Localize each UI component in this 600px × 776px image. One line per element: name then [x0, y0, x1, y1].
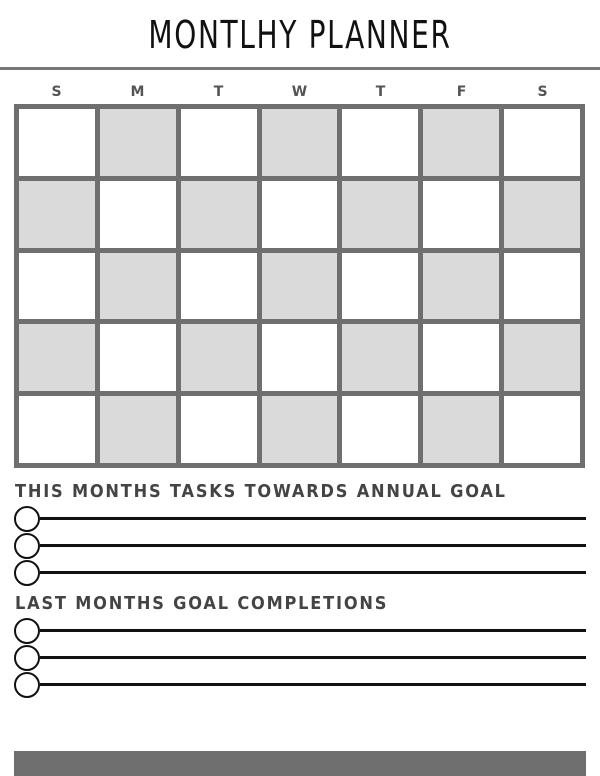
calendar-day-cell[interactable]	[262, 109, 338, 176]
checkbox-circle-icon[interactable]	[14, 533, 40, 559]
calendar-day-cell[interactable]	[262, 181, 338, 248]
calendar-day-cell[interactable]	[100, 396, 176, 463]
calendar-day-cell[interactable]	[19, 253, 95, 320]
calendar-day-cell[interactable]	[504, 396, 580, 463]
calendar-day-cell[interactable]	[342, 181, 418, 248]
calendar-day-cell[interactable]	[100, 109, 176, 176]
calendar-day-cell[interactable]	[504, 253, 580, 320]
weekday-saturday: S	[537, 84, 548, 100]
checkbox-circle-icon[interactable]	[14, 645, 40, 671]
task-line[interactable]	[14, 560, 586, 586]
checkbox-circle-icon[interactable]	[14, 560, 40, 586]
writing-line	[40, 571, 586, 574]
calendar-day-cell[interactable]	[423, 109, 499, 176]
calendar-day-cell[interactable]	[342, 109, 418, 176]
calendar-day-cell[interactable]	[100, 181, 176, 248]
calendar-day-cell[interactable]	[423, 324, 499, 391]
weekday-tuesday: T	[213, 84, 224, 100]
calendar-day-cell[interactable]	[262, 396, 338, 463]
calendar-day-cell[interactable]	[342, 324, 418, 391]
calendar-day-cell[interactable]	[423, 253, 499, 320]
tasks-section-title: THIS MONTHS TASKS TOWARDS ANNUAL GOAL	[15, 481, 507, 502]
weekday-friday: F	[456, 84, 467, 100]
weekday-thursday: T	[375, 84, 386, 100]
calendar-day-cell[interactable]	[504, 324, 580, 391]
planner-title: MONTLHY PLANNER	[148, 13, 452, 57]
task-line[interactable]	[14, 533, 586, 559]
title-divider	[0, 67, 600, 70]
calendar-day-cell[interactable]	[19, 324, 95, 391]
calendar-day-cell[interactable]	[181, 109, 257, 176]
calendar-day-cell[interactable]	[504, 181, 580, 248]
writing-line	[40, 629, 586, 632]
calendar-day-cell[interactable]	[100, 324, 176, 391]
writing-line	[40, 656, 586, 659]
calendar-day-cell[interactable]	[19, 109, 95, 176]
checkbox-circle-icon[interactable]	[14, 506, 40, 532]
completion-line[interactable]	[14, 645, 586, 671]
checkbox-circle-icon[interactable]	[14, 672, 40, 698]
calendar-day-cell[interactable]	[262, 324, 338, 391]
weekday-sunday: S	[51, 84, 62, 100]
completions-section-title: LAST MONTHS GOAL COMPLETIONS	[15, 593, 389, 614]
weekday-header	[16, 82, 583, 102]
calendar-day-cell[interactable]	[181, 396, 257, 463]
footer-bar	[14, 751, 586, 776]
calendar-day-cell[interactable]	[181, 181, 257, 248]
checkbox-circle-icon[interactable]	[14, 618, 40, 644]
completion-line[interactable]	[14, 618, 586, 644]
calendar-day-cell[interactable]	[181, 253, 257, 320]
completion-line[interactable]	[14, 672, 586, 698]
calendar-day-cell[interactable]	[423, 396, 499, 463]
calendar-day-cell[interactable]	[100, 253, 176, 320]
calendar-day-cell[interactable]	[181, 324, 257, 391]
calendar-day-cell[interactable]	[504, 109, 580, 176]
calendar-day-cell[interactable]	[19, 396, 95, 463]
calendar-day-cell[interactable]	[262, 253, 338, 320]
weekday-wednesday: W	[291, 84, 308, 100]
task-line[interactable]	[14, 506, 586, 532]
calendar-day-cell[interactable]	[342, 396, 418, 463]
writing-line	[40, 683, 586, 686]
writing-line	[40, 544, 586, 547]
calendar-day-cell[interactable]	[342, 253, 418, 320]
calendar-day-cell[interactable]	[19, 181, 95, 248]
calendar-grid	[14, 104, 585, 468]
weekday-monday: M	[130, 84, 145, 100]
calendar-day-cell[interactable]	[423, 181, 499, 248]
writing-line	[40, 517, 586, 520]
